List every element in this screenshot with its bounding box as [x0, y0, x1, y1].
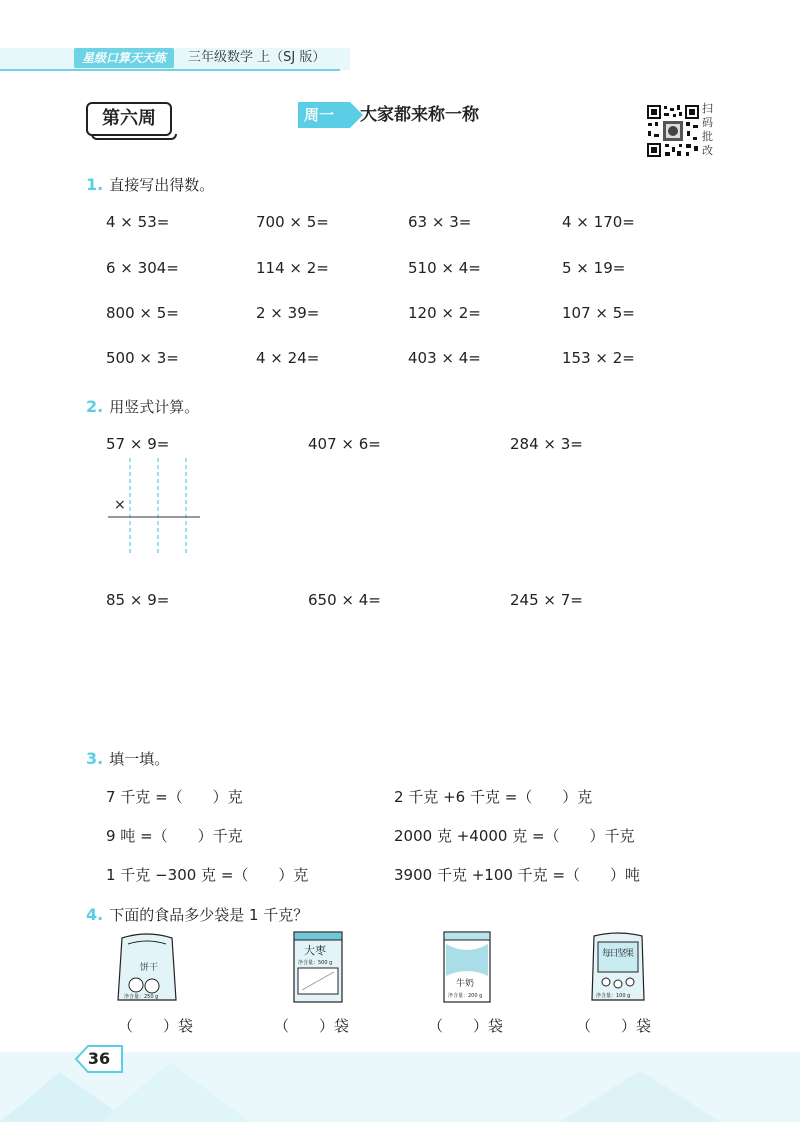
dates-bag-icon	[292, 930, 344, 1004]
page-number: 36	[87, 1049, 111, 1068]
q1-item: 4 × 24=	[256, 349, 320, 367]
q1-item: 4 × 53=	[106, 213, 170, 231]
series-label: 星级口算天天练	[74, 48, 174, 68]
q2-item: 650 × 4=	[308, 591, 381, 609]
day-tag: 周一	[298, 102, 350, 128]
book-info: 三年级数学 上（SJ 版）	[188, 50, 326, 65]
qr-code-icon[interactable]	[646, 104, 700, 158]
svg-text:饼干: 饼干	[140, 963, 159, 973]
q1-item: 4 × 170=	[562, 213, 635, 231]
q3-item: 1 千克 −300 克 =（ ）克	[106, 866, 309, 884]
q4-answer-blank[interactable]: （ ）袋	[428, 1017, 504, 1035]
q1-item: 153 × 2=	[562, 349, 635, 367]
q1-item: 2 × 39=	[256, 304, 320, 322]
q1-item: 6 × 304=	[106, 259, 179, 277]
nuts-bag-icon	[590, 930, 646, 1004]
svg-text:净含量：500 g: 净含量：500 g	[298, 960, 333, 966]
header-rule	[0, 69, 340, 71]
q4-answer-blank[interactable]: （ ）袋	[118, 1017, 194, 1035]
q3-item: 2 千克 +6 千克 =（ ）克	[394, 788, 593, 806]
biscuit-bag-icon	[116, 930, 178, 1004]
q1-item: 114 × 2=	[256, 259, 329, 277]
q3-title: 3. 填一填。	[86, 749, 170, 768]
q1-item: 120 × 2=	[408, 304, 481, 322]
q1-item: 700 × 5=	[256, 213, 329, 231]
q2-item: 245 × 7=	[510, 591, 583, 609]
svg-text:净含量：200 g: 净含量：200 g	[448, 993, 483, 999]
q2-item: 85 × 9=	[106, 591, 170, 609]
svg-text:净含量：100 g: 净含量：100 g	[596, 993, 631, 999]
week-label: 第六周	[86, 102, 172, 136]
milk-bag-icon	[442, 930, 492, 1004]
q1-item: 403 × 4=	[408, 349, 481, 367]
q2-item: 57 × 9=	[106, 435, 170, 453]
q1-item: 5 × 19=	[562, 259, 626, 277]
q4-answer-blank[interactable]: （ ）袋	[576, 1017, 652, 1035]
svg-text:牛奶: 牛奶	[456, 979, 475, 989]
q3-item: 7 千克 =（ ）克	[106, 788, 243, 806]
q3-item: 2000 克 +4000 克 =（ ）千克	[394, 827, 635, 845]
svg-text:净含量：250 g: 净含量：250 g	[124, 994, 159, 1000]
svg-text:大枣: 大枣	[304, 944, 326, 957]
q3-item: 9 吨 =（ ）千克	[106, 827, 243, 845]
q2-title: 2. 用竖式计算。	[86, 397, 200, 416]
times-sign: ×	[114, 497, 126, 513]
q4-title: 4. 下面的食品多少袋是 1 千克？	[86, 905, 309, 924]
q1-item: 63 × 3=	[408, 213, 472, 231]
scan-caption: 扫 码 批 改	[702, 102, 713, 157]
q1-item: 510 × 4=	[408, 259, 481, 277]
q1-title: 1. 直接写出得数。	[86, 175, 215, 194]
lesson-title: 大家都来称一称	[360, 105, 479, 125]
svg-text:每日坚果: 每日坚果	[602, 949, 634, 959]
q4-answer-blank[interactable]: （ ）袋	[274, 1017, 350, 1035]
q2-item: 407 × 6=	[308, 435, 381, 453]
q1-item: 500 × 3=	[106, 349, 179, 367]
q3-item: 3900 千克 +100 千克 =（ ）吨	[394, 866, 641, 884]
q1-item: 800 × 5=	[106, 304, 179, 322]
q1-item: 107 × 5=	[562, 304, 635, 322]
q2-item: 284 × 3=	[510, 435, 583, 453]
